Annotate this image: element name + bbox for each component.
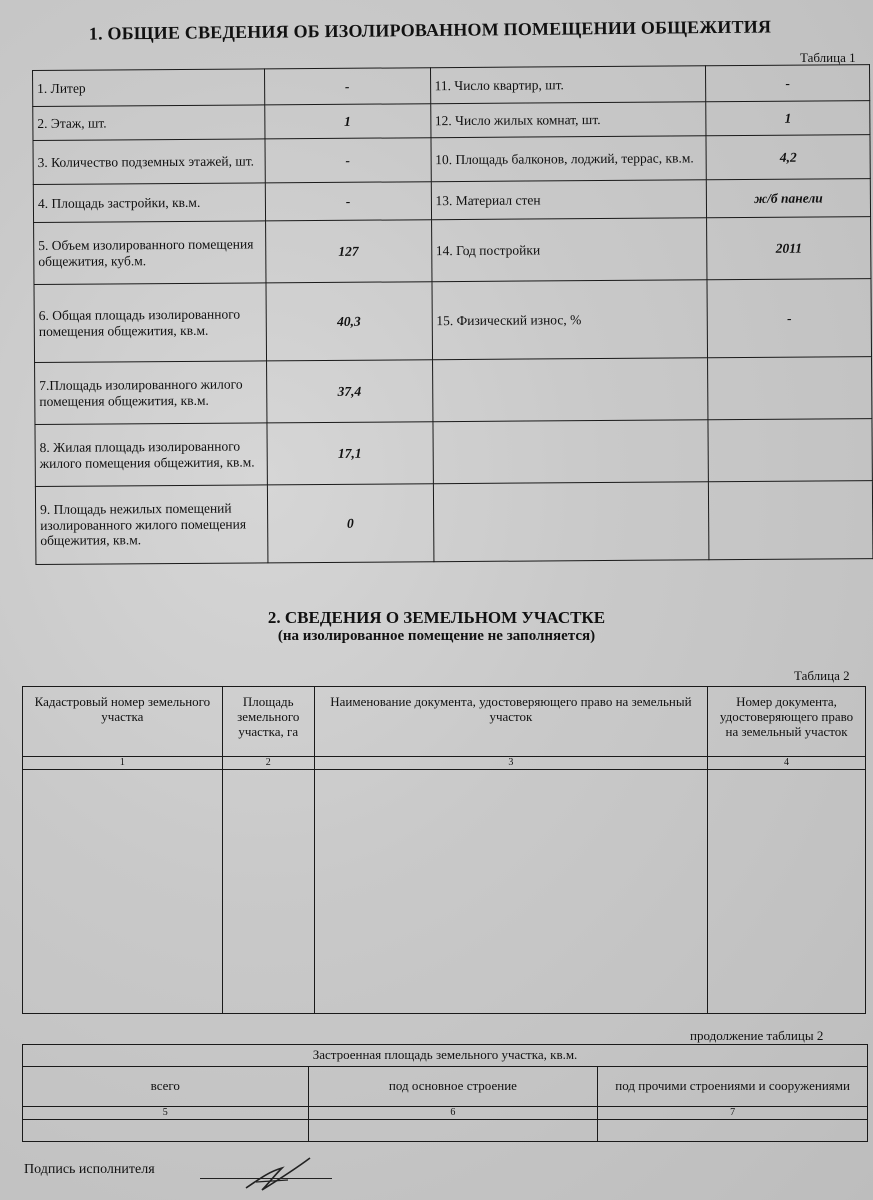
section2-heading [100,608,773,645]
row-label: 12. Число жилых комнат, шт. [430,102,706,138]
empty-cell [222,769,314,1013]
table2-label: Таблица 2 [794,668,850,683]
row-label [432,420,708,484]
row-label: 10. Площадь балконов, лоджий, террас, кв.м. [431,136,707,182]
table-row [33,65,870,107]
row-value [708,357,872,420]
header-plot-area: Площадь земельного участка, га [222,687,314,757]
row-value: 4,2 [706,135,870,180]
row-value: - [264,68,430,105]
table-row [35,357,872,425]
row-label: 3. Количество подземных этажей, шт. [33,139,265,185]
header-document-name: Наименование документа, удостоверяющего право на земельный участок [314,687,707,757]
section2-title: 2. СВЕДЕНИЯ О ЗЕМЕЛЬНОМ УЧАСТКЕ [267,608,606,627]
column-number: 1 [23,757,223,770]
row-value: 1 [706,101,870,136]
row-label: 4. Площадь застройки, кв.м. [33,183,265,223]
row-label: 15. Физический износ, % [432,280,708,360]
empty-cell [708,769,866,1013]
table-row [33,179,870,223]
table-row [33,101,870,141]
column-number: 6 [308,1107,598,1120]
row-value: 2011 [707,217,871,280]
row-label: 2. Этаж, шт. [33,105,265,141]
row-label: 1. Литер [33,69,265,107]
handwritten-signature-icon [238,1150,318,1196]
built-area-header: Застроенная площадь земельного участка, кв.м. [23,1045,868,1067]
header-document-number: Номер документа, удостоверяющего право на земельный участок [708,687,866,757]
header-other-buildings: под прочими строениями и сооружениями [598,1067,868,1107]
empty-cell [314,769,707,1013]
table1-label: Таблица 1 [800,50,856,65]
row-value: - [265,182,431,221]
table-built-area [22,1044,868,1142]
column-number: 2 [222,757,314,770]
empty-cell [598,1119,868,1141]
table-land-plot [22,686,866,1014]
row-value: - [265,138,431,183]
empty-cell [308,1119,598,1141]
table-general-info [32,64,873,565]
column-number: 5 [23,1107,309,1120]
table-row [35,481,873,565]
section1-title: 1. ОБЩИЕ СВЕДЕНИЯ ОБ ИЗОЛИРОВАННОМ ПОМЕЩЕНИИ ОБЩЕЖИТИЯ [88,16,772,44]
header-main-building: под основное строение [308,1067,598,1107]
column-number: 4 [708,757,866,770]
section2-subtitle: (на изолированное помещение не заполняется) [277,627,596,644]
row-label [433,482,709,562]
row-label: 5. Объем изолированного помещения общежития, куб.м. [34,221,266,285]
row-value: ж/б панели [706,179,870,218]
row-label: 11. Число квартир, шт. [430,66,706,104]
row-label: 8. Жилая площадь изолированного жилого помещения общежития, кв.м. [35,423,267,487]
table-row [35,419,872,487]
row-label [432,358,708,422]
table-row [34,279,872,363]
row-label: 13. Материал стен [431,180,707,220]
row-value [708,419,872,482]
row-value: 0 [267,484,433,563]
table-row [33,135,870,185]
column-number: 7 [598,1107,868,1120]
row-value: 17,1 [267,422,433,485]
empty-cell [23,1119,309,1141]
signature-label: Подпись исполнителя [24,1162,155,1177]
row-value [709,481,873,560]
column-number: 3 [314,757,707,770]
empty-cell [23,769,223,1013]
row-value: 127 [265,220,431,283]
row-label: 6. Общая площадь изолированного помещения общежития, кв.м. [34,283,266,363]
row-value: 37,4 [266,360,432,423]
row-value: 40,3 [266,282,432,361]
row-value: - [706,65,870,102]
row-value: - [707,279,871,358]
table-row [34,217,871,285]
continuation-label: продолжение таблицы 2 [690,1028,824,1043]
row-label: 14. Год постройки [431,218,707,282]
header-total: всего [23,1067,309,1107]
row-value: 1 [265,104,431,139]
row-label: 9. Площадь нежилых помещений изолированного жилого помещения общежития, кв.м. [35,485,267,565]
header-cadastral-number: Кадастровый номер земельного участка [23,687,223,757]
row-label: 7.Площадь изолированного жилого помещения общежития, кв.м. [35,361,267,425]
